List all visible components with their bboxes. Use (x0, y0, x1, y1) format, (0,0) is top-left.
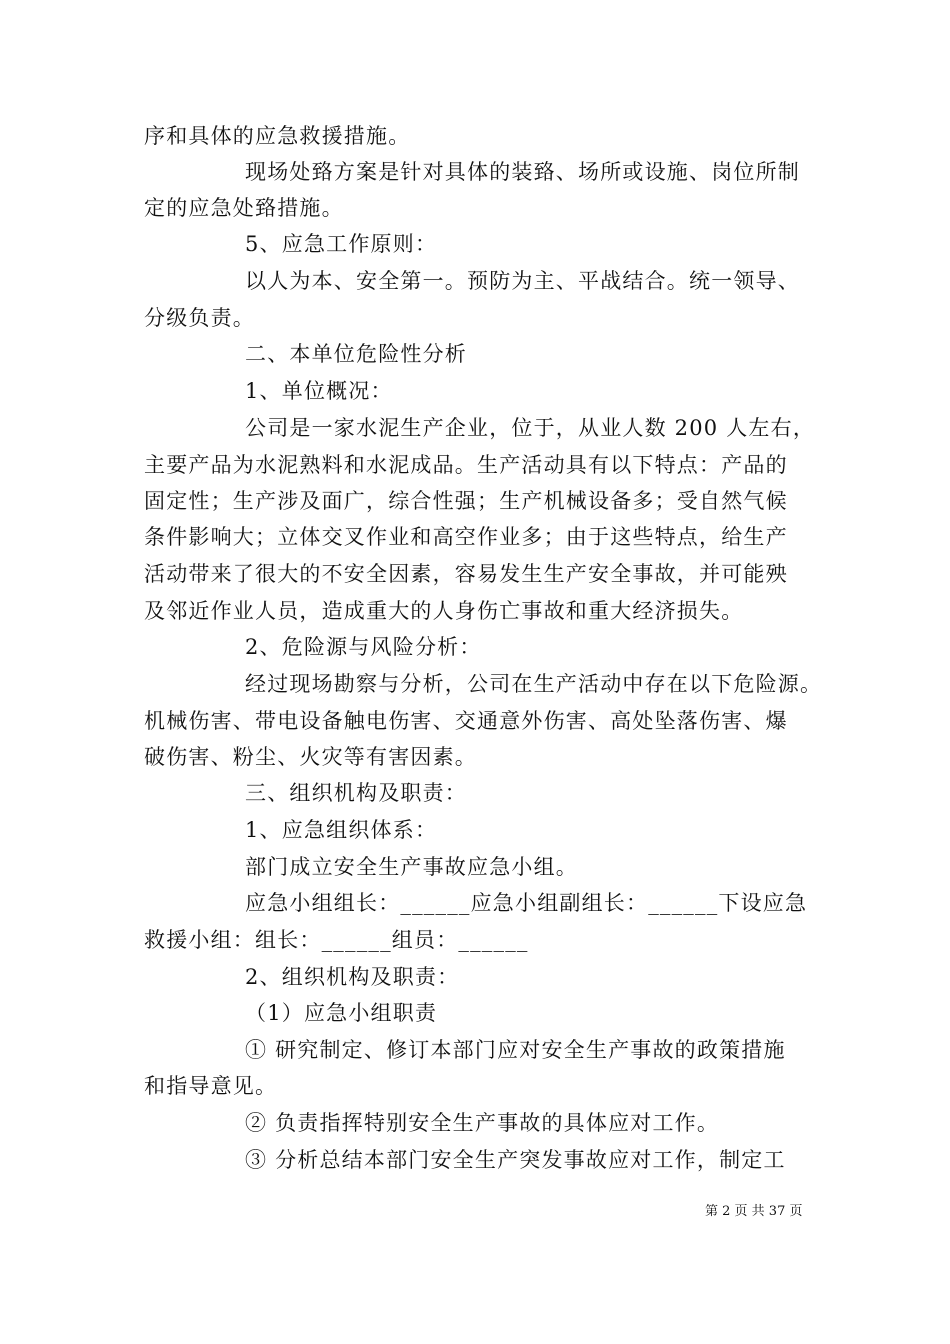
subsection-heading: 1、单位概况： (245, 379, 393, 403)
text-line: 分级负责。 (144, 306, 255, 330)
text-line: 经过现场勘察与分析，公司在生产活动中存在以下危险源。 (245, 672, 823, 696)
subsection-heading: （1）应急小组职责 (245, 1001, 438, 1025)
text-line: 固定性；生产涉及面广，综合性强；生产机械设备多；受自然气候 (144, 489, 788, 513)
section-heading: 二、本单位危险性分析 (245, 342, 467, 366)
text-line: 定的应急处臵措施。 (144, 196, 344, 220)
text-line: 应急小组组长：______应急小组副组长：______下设应急 (245, 891, 808, 915)
text-line: 以人为本、安全第一。预防为主、平战结合。统一领导、 (245, 269, 800, 293)
subsection-heading: 1、应急组织体系： (245, 818, 438, 842)
text-line: 现场处臵方案是针对具体的装臵、场所或设施、岗位所制 (245, 160, 800, 184)
text-line: 活动带来了很大的不安全因素，容易发生生产安全事故，并可能殃 (144, 562, 788, 586)
list-item: ① 研究制定、修订本部门应对安全生产事故的政策措施 (245, 1038, 786, 1062)
page-number-footer: 第 2 页 共 37 页 (705, 1204, 803, 1219)
text-line: 机械伤害、带电设备触电伤害、交通意外伤害、高处坠落伤害、爆 (144, 709, 788, 733)
list-item: ③ 分析总结本部门安全生产突发事故应对工作，制定工 (245, 1148, 786, 1172)
text-line: 公司是一家水泥生产企业，位于，从业人数 200 人左右， (245, 416, 816, 440)
section-heading: 三、组织机构及职责： (245, 781, 467, 805)
subsection-heading: 2、危险源与风险分析： (245, 635, 482, 659)
subsection-heading: 2、组织机构及职责： (245, 965, 460, 989)
list-item: ② 负责指挥特别安全生产事故的具体应对工作。 (245, 1111, 720, 1135)
text-line: 和指导意见。 (144, 1074, 278, 1098)
text-line: 5、应急工作原则： (245, 232, 438, 256)
text-line: 主要产品为水泥熟料和水泥成品。生产活动具有以下特点：产品的 (144, 453, 788, 477)
text-line: 序和具体的应急救援措施。 (144, 124, 411, 148)
text-line: 部门成立安全生产事故应急小组。 (245, 855, 578, 879)
text-line: 救援小组：组长：______组员：______ (144, 928, 529, 952)
text-line: 条件影响大；立体交叉作业和高空作业多；由于这些特点，给生产 (144, 525, 788, 549)
text-line: 及邻近作业人员，造成重大的人身伤亡事故和重大经济损失。 (144, 599, 744, 623)
text-line: 破伤害、粉尘、火灾等有害因素。 (144, 745, 477, 769)
